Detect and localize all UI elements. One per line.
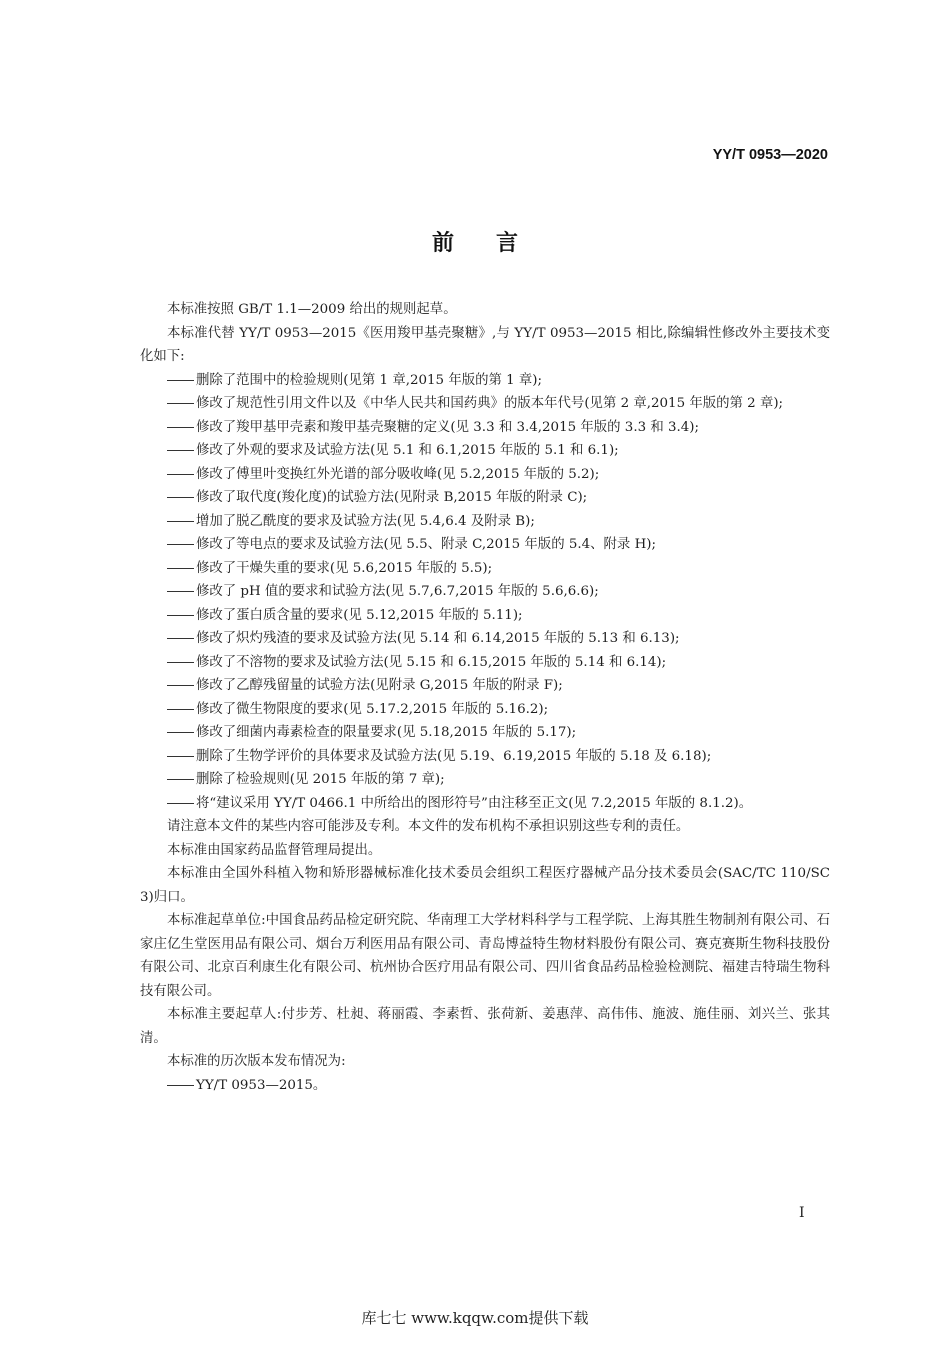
em-dash	[167, 474, 194, 475]
change-text: 修改了 pH 值的要求和试验方法(见 5.7,6.7,2015 年版的 5.6,6.6);	[196, 584, 599, 599]
change-text: 增加了脱乙酰度的要求及试验方法(见 5.4,6.4 及附录 B);	[196, 513, 535, 529]
change-text: 修改了等电点的要求及试验方法(见 5.5、附录 C,2015 年版的 5.4、附录 H);	[196, 537, 656, 552]
history-item	[140, 1074, 830, 1098]
em-dash	[167, 732, 194, 733]
paragraph: 本标准按照 GB/T 1.1—2009 给出的规则起草。	[167, 302, 457, 317]
em-dash	[167, 615, 194, 616]
em-dash	[167, 427, 194, 428]
standard-code: YY/T 0953—2020	[712, 147, 828, 163]
document-body	[140, 298, 830, 1097]
change-text: 将“建议采用 YY/T 0466.1 中所给出的图形符号”由注移至正文(见 7.2,2015 年版的 8.1.2)。	[196, 795, 753, 811]
em-dash	[167, 638, 194, 639]
change-item	[140, 768, 830, 792]
change-item	[140, 792, 830, 816]
change-text: 修改了干燥失重的要求(见 5.6,2015 年版的 5.5);	[196, 560, 493, 576]
em-dash	[167, 803, 194, 804]
history-text: YY/T 0953—2015。	[196, 1077, 327, 1093]
change-text: 修改了羧甲基甲壳素和羧甲基壳聚糖的定义(见 3.3 和 3.4,2015 年版的 3.3 和 3.4);	[196, 419, 700, 435]
change-text: 修改了取代度(羧化度)的试验方法(见附录 B,2015 年版的附录 C);	[196, 490, 588, 505]
change-text: 修改了傅里叶变换红外光谱的部分吸收峰(见 5.2,2015 年版的 5.2);	[196, 466, 600, 482]
change-item	[140, 510, 830, 534]
em-dash	[167, 568, 194, 569]
change-item	[140, 651, 830, 675]
em-dash	[167, 380, 194, 381]
em-dash	[167, 779, 194, 780]
change-text: 修改了蛋白质含量的要求(见 5.12,2015 年版的 5.11);	[196, 607, 523, 623]
changes-list	[140, 369, 830, 816]
change-item	[140, 580, 830, 604]
footer-watermark[interactable]: 库七七 www.kqqw.com提供下载	[361, 1309, 589, 1327]
change-text: 修改了规范性引用文件以及《中华人民共和国药典》的版本年代号(见第 2 章,2015 年版的第 2 章);	[196, 396, 784, 411]
change-item	[140, 463, 830, 487]
change-text: 修改了炽灼残渣的要求及试验方法(见 5.14 和 6.14,2015 年版的 5.13 和 6.13);	[196, 631, 680, 646]
em-dash	[167, 662, 194, 663]
paragraph: 本标准由国家药品监督管理局提出。	[167, 842, 382, 858]
paragraph: 本标准代替 YY/T 0953—2015《医用羧甲基壳聚糖》,与 YY/T 0953—2015 相比,除编辑性修改外主要技术变化如下:	[140, 325, 830, 364]
em-dash	[167, 544, 194, 545]
paragraph: 本标准的历次版本发布情况为:	[167, 1054, 346, 1069]
em-dash	[167, 685, 194, 686]
page-number: I	[799, 1205, 805, 1221]
change-item	[140, 439, 830, 463]
em-dash	[167, 450, 194, 451]
change-item	[140, 698, 830, 722]
paragraph: 本标准由全国外科植入物和矫形器械标准化技术委员会组织工程医疗器械产品分技术委员会(SAC/TC 110/SC 3)归口。	[140, 866, 830, 905]
change-item	[140, 745, 830, 769]
change-text: 删除了生物学评价的具体要求及试验方法(见 5.19、6.19,2015 年版的 5.18 及 6.18);	[196, 748, 712, 764]
change-item	[140, 604, 830, 628]
change-item	[140, 416, 830, 440]
change-item	[140, 721, 830, 745]
em-dash	[167, 521, 194, 522]
em-dash	[167, 709, 194, 710]
change-text: 修改了微生物限度的要求(见 5.17.2,2015 年版的 5.16.2);	[196, 701, 549, 717]
em-dash	[167, 403, 194, 404]
change-item	[140, 627, 830, 651]
em-dash	[167, 591, 194, 592]
change-item	[140, 557, 830, 581]
paragraph: 本标准主要起草人:付步芳、杜昶、蒋丽霞、李素哲、张荷新、姜惠萍、高伟伟、施波、施佳丽、刘兴兰、张其清。	[140, 1007, 830, 1046]
change-item	[140, 369, 830, 393]
change-text: 修改了外观的要求及试验方法(见 5.1 和 6.1,2015 年版的 5.1 和 6.1);	[196, 443, 619, 458]
page-title: 前言	[431, 231, 560, 256]
change-item	[140, 486, 830, 510]
change-text: 修改了细菌内毒素检查的限量要求(见 5.18,2015 年版的 5.17);	[196, 725, 577, 740]
change-text: 修改了不溶物的要求及试验方法(见 5.15 和 6.15,2015 年版的 5.14 和 6.14);	[196, 654, 667, 670]
change-item	[140, 533, 830, 557]
em-dash	[167, 497, 194, 498]
em-dash	[167, 756, 194, 757]
em-dash	[167, 1085, 194, 1086]
paragraph: 请注意本文件的某些内容可能涉及专利。本文件的发布机构不承担识别这些专利的责任。	[167, 819, 690, 834]
change-text: 删除了检验规则(见 2015 年版的第 7 章);	[196, 772, 445, 787]
change-item	[140, 392, 830, 416]
change-item	[140, 674, 830, 698]
change-text: 删除了范围中的检验规则(见第 1 章,2015 年版的第 1 章);	[196, 372, 543, 388]
change-text: 修改了乙醇残留量的试验方法(见附录 G,2015 年版的附录 F);	[196, 678, 563, 693]
paragraph: 本标准起草单位:中国食品药品检定研究院、华南理工大学材料科学与工程学院、上海其胜生物制剂有限公司、石家庄亿生堂医用品有限公司、烟台万利医用品有限公司、青岛博益特生物材料股份有限公司、赛克赛斯生物科技股份有限公司、北京百利康生化有限公司、杭州协合医疗用品有限公司、四川省食品药品检验检测院、福建吉特瑞生物科技有限公司。	[140, 913, 830, 999]
